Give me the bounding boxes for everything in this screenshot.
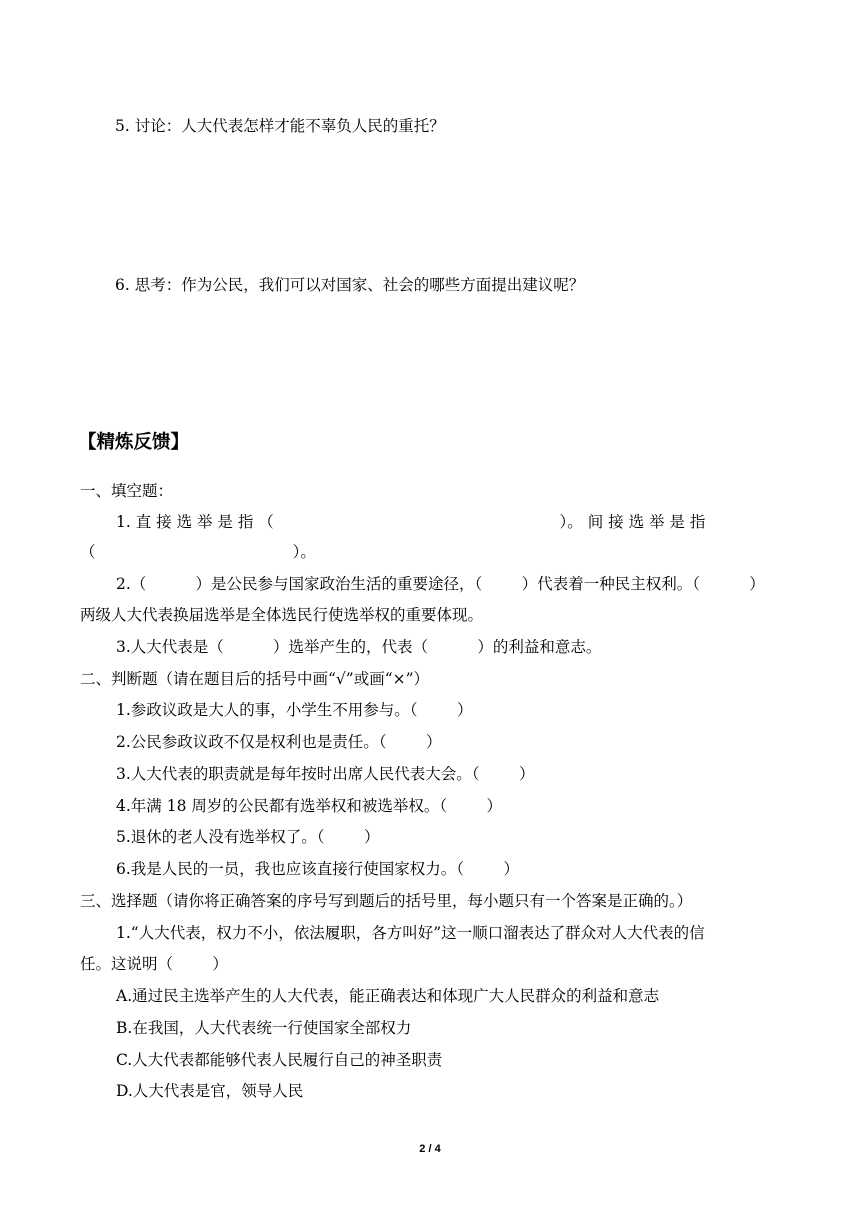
judge-item-4: 4.年满 18 周岁的公民都有选举权和被选举权。（ ）: [116, 797, 503, 815]
judge-heading: 二、判断题（请在题目后的括号中画“√”或画“×”）: [80, 670, 430, 688]
fill-q3: 3.人大代表是（ ）选举产生的，代表（ ）的利益和意志。: [116, 638, 602, 656]
question-6: 6. 思考：作为公民，我们可以对国家、社会的哪些方面提出建议呢？: [115, 276, 585, 294]
choice-option-c: C.人大代表都能够代表人民履行自己的神圣职责: [116, 1051, 443, 1069]
section-title: 【精炼反馈】: [78, 432, 190, 453]
choice-q1-line2: 任。这说明（ ）: [80, 955, 228, 973]
fill-q1-line1: 1. 直 接 选 举 是 指 （ ）。 间 接 选 举 是 指: [116, 513, 706, 531]
choice-q1-line1: 1.“人大代表，权力不小，依法履职，各方叫好”这一顺口溜表达了群众对人大代表的信: [116, 924, 705, 942]
page-number: 2 / 4: [419, 1143, 441, 1155]
choice-option-a: A.通过民主选举产生的人大代表，能正确表达和体现广大人民群众的利益和意志: [116, 987, 660, 1005]
choice-option-d: D.人大代表是官，领导人民: [116, 1082, 304, 1100]
choice-heading: 三、选择题（请你将正确答案的序号写到题后的括号里，每小题只有一个答案是正确的。）: [80, 892, 693, 910]
judge-item-1: 1.参政议政是大人的事，小学生不用参与。（ ）: [116, 701, 473, 719]
fill-heading: 一、填空题：: [80, 482, 174, 500]
fill-q2-line2: 两级人大代表换届选举是全体选民行使选举权的重要体现。: [80, 606, 484, 624]
judge-item-3: 3.人大代表的职责就是每年按时出席人民代表大会。（ ）: [116, 765, 535, 783]
judge-item-6: 6.我是人民的一员，我也应该直接行使国家权力。（ ）: [116, 860, 519, 878]
fill-q2-line1: 2.（ ）是公民参与国家政治生活的重要途径，（ ）代表着一种民主权利。（ ）: [116, 575, 765, 593]
question-5: 5. 讨论：人大代表怎样才能不辜负人民的重托？: [115, 117, 445, 135]
judge-item-2: 2.公民参政议政不仅是权利也是责任。（ ）: [116, 733, 442, 751]
choice-option-b: B.在我国，人大代表统一行使国家全部权力: [116, 1019, 412, 1037]
judge-item-5: 5.退休的老人没有选举权了。（ ）: [116, 828, 380, 846]
fill-q1-line2: （ ）。: [80, 543, 316, 561]
